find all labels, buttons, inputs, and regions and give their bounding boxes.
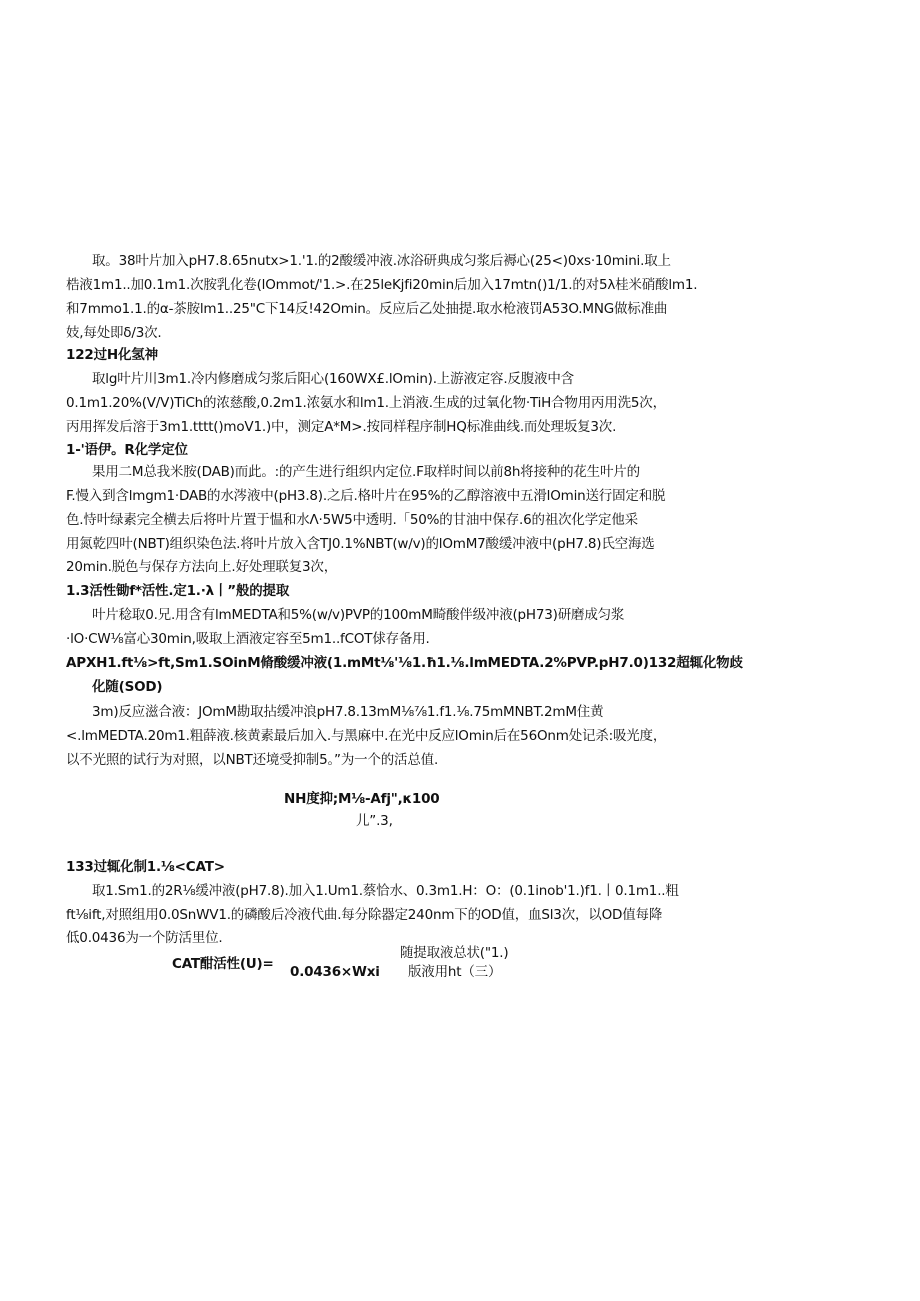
paragraph-line: <.lmMEDTA.20m1.粗薛液.核黄素最后加入.与黑麻中.在光中反应lOmin后在56Onm处记杀:吸光度， <box>66 728 667 744</box>
formula-numerator: 随提取液总状("1.) <box>400 945 509 961</box>
paragraph-line: ·lO·CW⅛富心30min,吸取上酒液定容至5m1..fCOT俅存备用. <box>66 631 430 647</box>
paragraph-line: 和7mmo1.1.的α-茶胺lm1..25"C下14反!42Omin。反应后乙处抽提.取水枪液罚A53O.MNG做标准曲 <box>66 301 668 317</box>
paragraph-line: 低0.0436为一个防活里位. <box>66 930 223 946</box>
formula-denominator: 版液用ht（三） <box>408 964 502 980</box>
paragraph-line: 0.1m1.20%(V/V)TiCh的浓慈酸,0.2m1.浓氨水和lm1.上消液.生成的过氧化物·TiH合物用丙用洗5次， <box>66 395 666 411</box>
section-heading: 化随(SOD) <box>92 679 163 695</box>
formula-line: NH度抑;M⅛-Afj",κ100 <box>284 791 440 807</box>
paragraph-line: 用氮乾四叶(NBT)组织染色法.将叶片放入含TJ0.1%NBT(w∕v)的lOmM7酸缓冲液中(pH7.8)氏空海选 <box>66 536 655 552</box>
section-heading: APXH1.ft⅛>ft,Sm1.SOinM脩酸缓冲液(1.mMt⅛'⅛1.ħ1.⅛.lmMEDTA.2%PVP.pH7.0)132超辄化物歧 <box>66 655 743 671</box>
paragraph-line: 叶片稔取0.兄.用含有lmMEDTA和5%(w∕v)PVP的100mM畸酸伴级冲液(pH73)研磨成匀浆 <box>92 607 625 623</box>
paragraph-line: 取1.Sm1.的2R⅛缓冲液(pH7.8).加入1.Um1.蔡恰水、0.3m1.H：O：(0.1inob'1.)f1.丨0.1m1..粗 <box>92 883 679 899</box>
section-heading: 122过H化氢神 <box>66 347 158 363</box>
paragraph-line: F.慢入到含lmgm1·DAB的水涔液中(pH3.8).之后.格叶片在95%的乙醇溶液中五滑lOmin送行固定和脱 <box>66 488 666 504</box>
paragraph-line: 妓,每处即δ/3次. <box>66 325 162 341</box>
formula-label: CAT酣活性(U)= <box>172 956 274 972</box>
formula-line: 儿”.3, <box>356 813 393 829</box>
formula-denominator: 0.0436×Wxi <box>290 964 380 980</box>
paragraph-line: 取。38叶片加入pH7.8.65nutx>1.'1.的2酸缓冲液.冰浴研典成匀浆后褥心(25<)0xs·10mini.取上 <box>92 253 671 269</box>
paragraph-line: 梏液1m1..加0.1m1.次胺乳化卷(lOmmot/'1.>.在25leKjfi20min后加入17mtn()1/1.的对5λ桂米硝酸lm1. <box>66 277 698 293</box>
paragraph-line: 取lg叶片川3m1.冷内修磨成匀浆后阳心(160WX£.lOmin).上游液定容.反腹液中含 <box>92 371 574 387</box>
paragraph-line: 色.恃叶绿素完全横去后将叶片置于愠和水Λ·5W5中透明.「50%的甘油中保存.6的祖次化学定他采 <box>66 512 638 528</box>
paragraph-line: 3m)反应滋合液：JOmM勘取拈缓冲浪pH7.8.13mM⅛⅞1.f1.⅛.75mMNBT.2mM住黄 <box>92 704 604 720</box>
paragraph-line: 20min.脱色与保存方法向上.好处理联复3次， <box>66 559 338 575</box>
paragraph-line: 以不光照的试行为对照，以NBT还境受抑制5。”为一个的活总值. <box>66 752 439 768</box>
paragraph-line: 丙用挥发后溶于3m1.tttt()moV1.)中，测定A*M>.按同样程序制HQ标准曲线.而处理坂复3次. <box>66 419 617 435</box>
section-heading: 1-'语伊。R化学定位 <box>66 442 188 458</box>
paragraph-line: 果用二M总我米胺(DAB)而此。:的产生进行组织内定位.F取样时间以前8h将接种的花生叶片的 <box>92 464 640 480</box>
section-heading: 1.3活性锄f*活性.定1.·λ丨”般的提取 <box>66 583 290 599</box>
section-heading: 133过辄化制1.⅛<CAT> <box>66 859 225 875</box>
paragraph-line: ft⅛ift,对照组用0.0SnWV1.的磷酸后冷液代曲.每分除器定240nm下的OD值，血Sl3次，以OD值每降 <box>66 907 663 923</box>
